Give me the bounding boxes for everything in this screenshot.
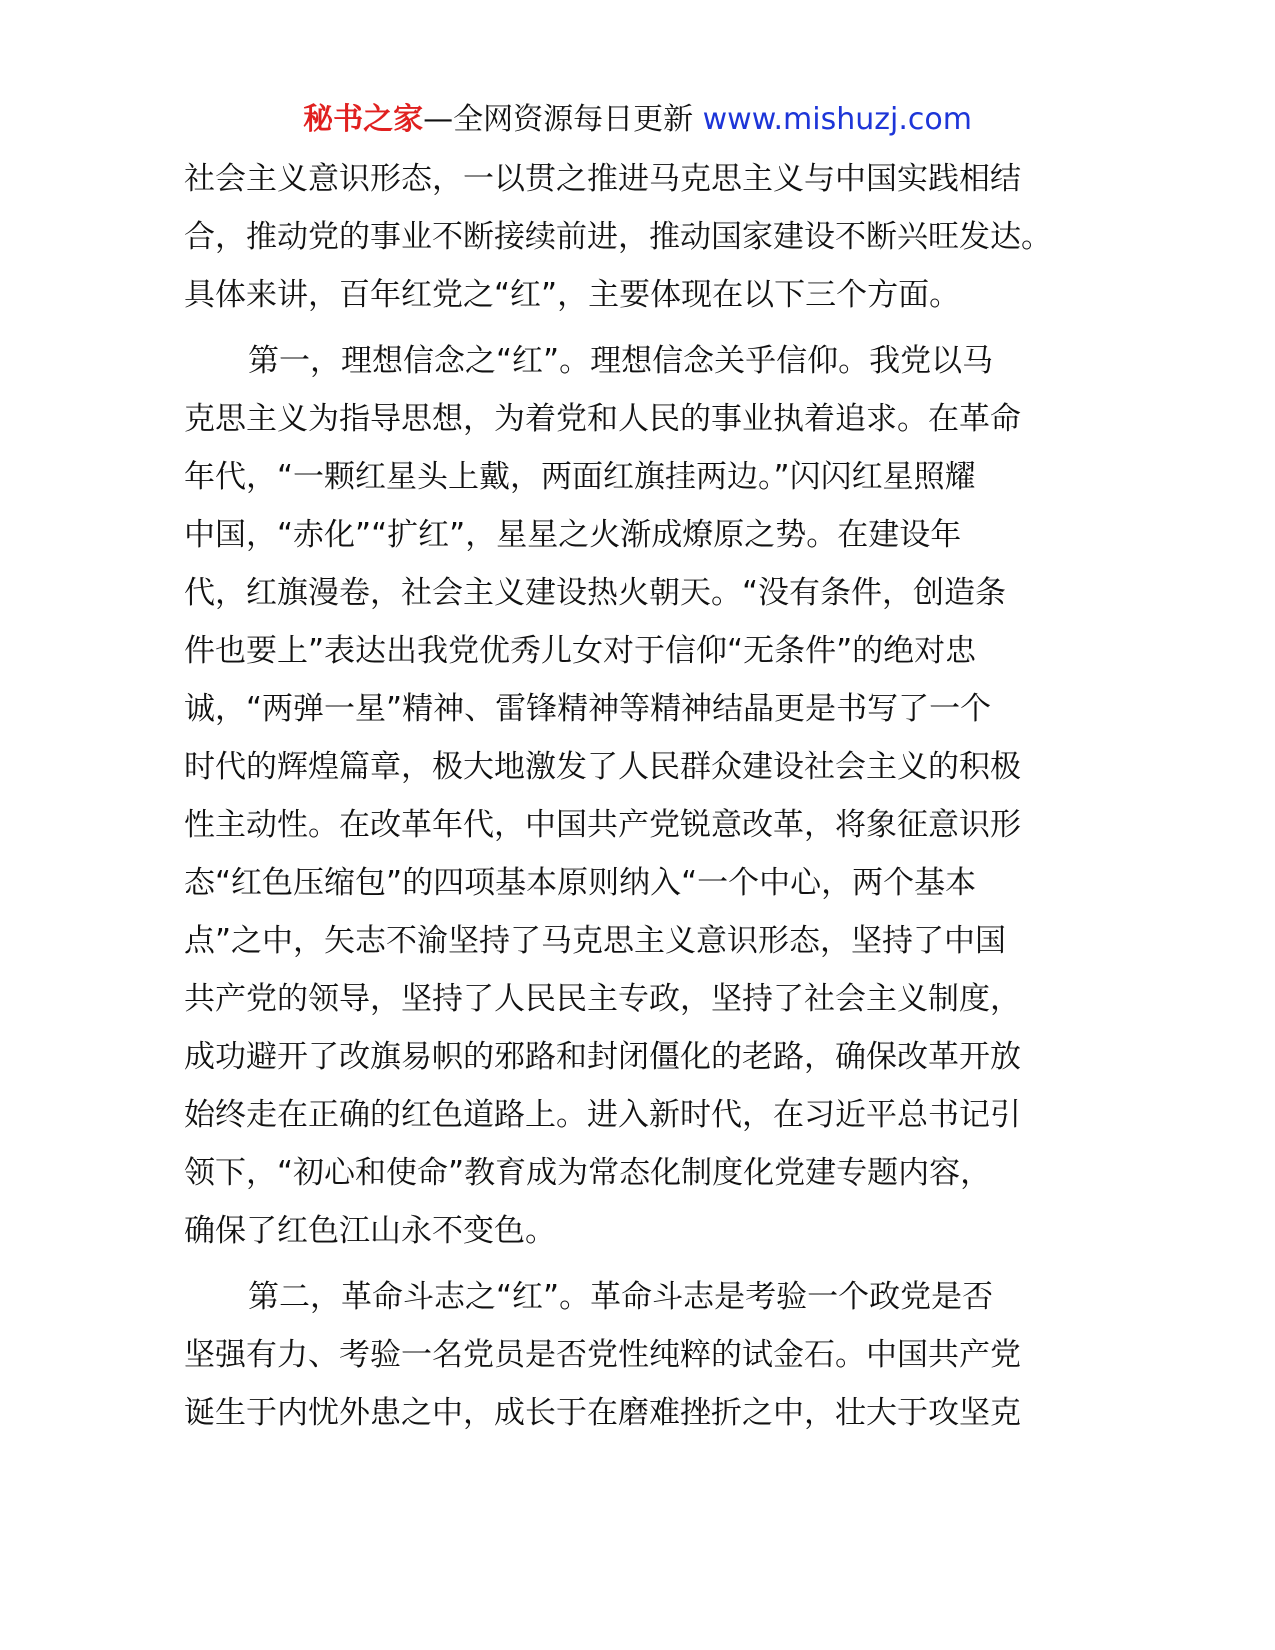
document-body xyxy=(184,150,1064,1442)
page-header xyxy=(0,98,1275,142)
text-line: 性主动性。在改革年代，中国共产党锐意改革，将象征意识形 xyxy=(184,807,1021,843)
text-line: 第一，理想信念之“红”。理想信念关乎信仰。我党以马 xyxy=(248,343,994,379)
text-line: 坚强有力、考验一名党员是否党性纯粹的试金石。中国共产党 xyxy=(184,1337,1021,1373)
text-line: 态“红色压缩包”的四项基本原则纳入“一个中心，两个基本 xyxy=(184,865,977,901)
text-line: 中国，“赤化”“扩红”，星星之火渐成燎原之势。在建设年 xyxy=(184,517,962,553)
text-line: 领下，“初心和使命”教育成为常态化制度化党建专题内容， xyxy=(184,1155,992,1191)
text-line: 第二，革命斗志之“红”。革命斗志是考验一个政党是否 xyxy=(248,1279,994,1315)
text-line: 成功避开了改旗易帜的邪路和封闭僵化的老路，确保改革开放 xyxy=(184,1039,1021,1075)
text-line: 具体来讲，百年红党之“红”，主要体现在以下三个方面。 xyxy=(184,277,961,313)
text-line: 确保了红色江山永不变色。 xyxy=(184,1213,556,1249)
text-line: 件也要上”表达出我党优秀儿女对于信仰“无条件”的绝对忠 xyxy=(184,633,977,669)
site-url-link[interactable]: www.mishuzj.com xyxy=(702,102,972,137)
text-line: 社会主义意识形态，一以贯之推进马克思主义与中国实践相结 xyxy=(184,161,1021,197)
text-line: 诚，“两弹一星”精神、雷锋精神等精神结晶更是书写了一个 xyxy=(184,691,992,727)
paragraph xyxy=(184,1268,1064,1442)
text-line: 合，推动党的事业不断接续前进，推动国家建设不断兴旺发达。 xyxy=(184,219,1052,255)
text-line: 代，红旗漫卷，社会主义建设热火朝天。“没有条件，创造条 xyxy=(184,575,1007,611)
header-tagline: —全网资源每日更新 xyxy=(423,102,703,137)
text-line: 共产党的领导，坚持了人民民主专政，坚持了社会主义制度， xyxy=(184,981,1021,1017)
text-line: 始终走在正确的红色道路上。进入新时代，在习近平总书记引 xyxy=(184,1097,1021,1133)
text-line: 年代，“一颗红星头上戴，两面红旗挂两边。”闪闪红星照耀 xyxy=(184,459,976,495)
text-line: 克思主义为指导思想，为着党和人民的事业执着追求。在革命 xyxy=(184,401,1021,437)
text-line: 诞生于内忧外患之中，成长于在磨难挫折之中，壮大于攻坚克 xyxy=(184,1395,1021,1431)
text-line: 点”之中，矢志不渝坚持了马克思主义意识形态，坚持了中国 xyxy=(184,923,1007,959)
text-line: 时代的辉煌篇章，极大地激发了人民群众建设社会主义的积极 xyxy=(184,749,1021,785)
paragraph xyxy=(184,150,1064,324)
paragraph xyxy=(184,332,1064,1260)
brand-name: 秘书之家 xyxy=(303,102,424,137)
